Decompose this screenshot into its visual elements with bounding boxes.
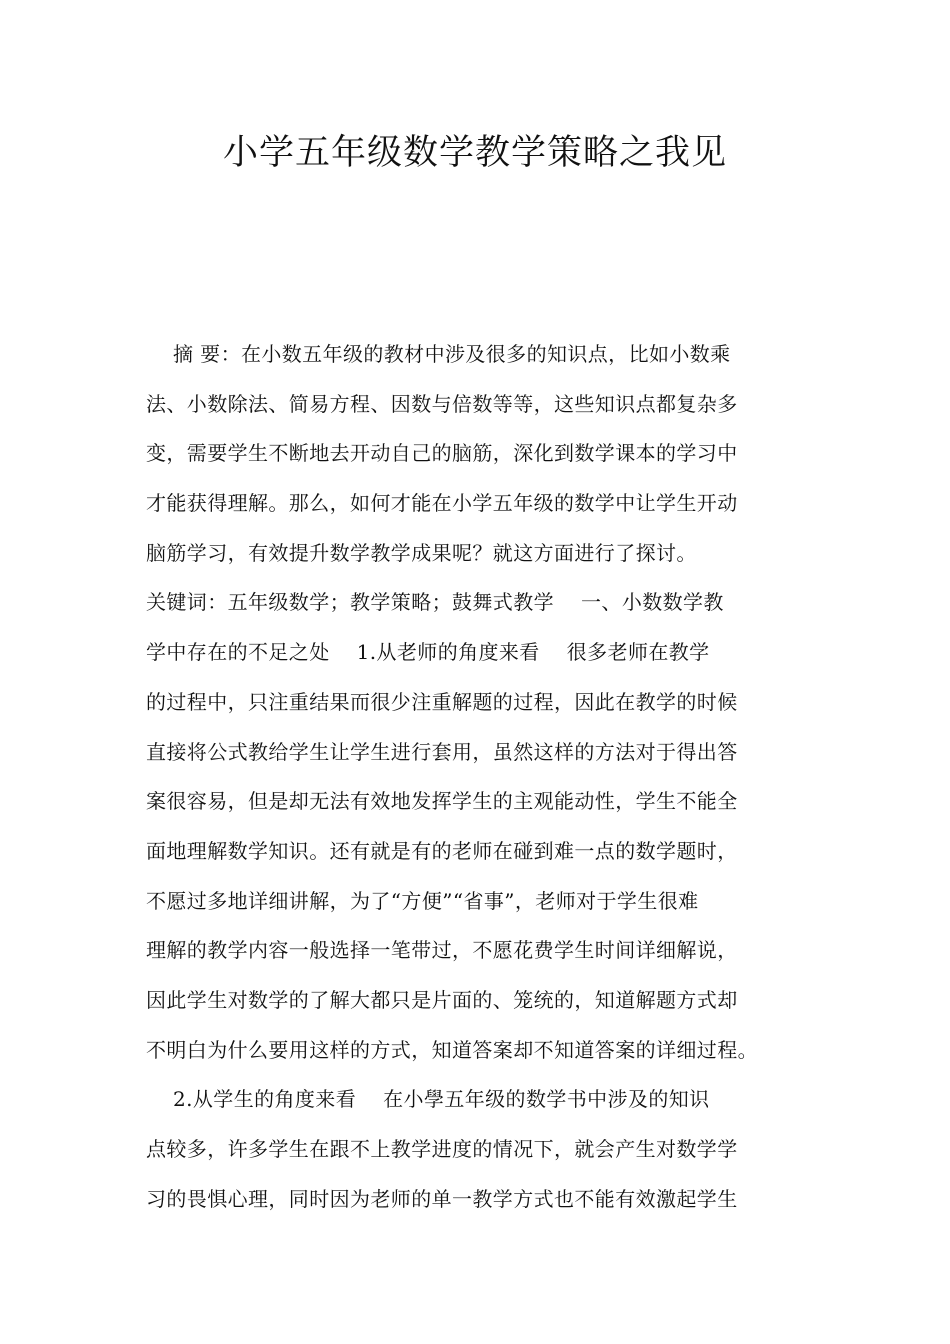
- body-line: 直接将公式教给学生让学生进行套用，虽然这样的方法对于得出答: [146, 739, 738, 764]
- body-line: 理解的教学内容一般选择一笔带过，不愿花费学生时间详细解说，: [146, 938, 738, 963]
- body-line: 不明白为什么要用这样的方式，知道答案却不知道答案的详细过程。: [146, 1037, 758, 1062]
- body-line: 2.从学生的角度来看 在小學五年级的数学书中涉及的知识: [146, 1087, 710, 1112]
- body-line: 不愿过多地详细讲解，为了“方便”“省事”，老师对于学生很难: [146, 888, 699, 913]
- body-line: 才能获得理解。那么，如何才能在小学五年级的数学中让学生开动: [146, 491, 738, 516]
- body-line: 面地理解数学知识。还有就是有的老师在碰到难一点的数学题时，: [146, 838, 738, 863]
- body-line: 的过程中，只注重结果而很少注重解题的过程，因此在教学的时候: [146, 689, 738, 714]
- body-line: 习的畏惧心理，同时因为老师的单一教学方式也不能有效激起学生: [146, 1186, 738, 1211]
- body-line: 因此学生对数学的了解大都只是片面的、笼统的，知道解题方式却: [146, 987, 738, 1012]
- body-line: 案很容易，但是却无法有效地发挥学生的主观能动性，学生不能全: [146, 789, 738, 814]
- body-line: 学中存在的不足之处 1.从老师的角度来看 很多老师在教学: [146, 640, 710, 665]
- body-line: 脑筋学习，有效提升数学教学成果呢？就这方面进行了探讨。: [146, 540, 697, 565]
- document-title: 小学五年级数学教学策略之我见: [222, 133, 727, 173]
- body-line: 变，需要学生不断地去开动自己的脑筋，深化到数学课本的学习中: [146, 441, 738, 466]
- body-line: 点较多，许多学生在跟不上教学进度的情况下，就会产生对数学学: [146, 1137, 738, 1161]
- body-line: 法、小数除法、简易方程、因数与倍数等等，这些知识点都复杂多: [146, 391, 738, 416]
- body-line: 摘 要：在小数五年级的教材中涉及很多的知识点，比如小数乘: [146, 342, 731, 366]
- document-body: [146, 330, 816, 1224]
- body-line: 关键词：五年级数学；教学策略；鼓舞式教学 一、小数数学教: [146, 590, 724, 615]
